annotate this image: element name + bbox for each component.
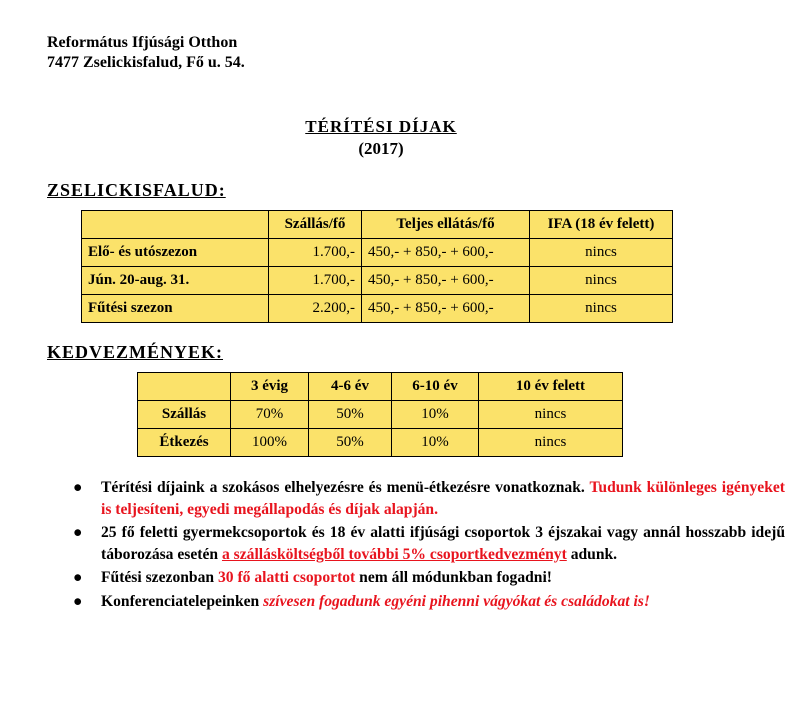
cell-value: 1.700,- [269,267,362,295]
note-highlight: szívesen fogadunk egyéni pihenni vágyókat és családokat is! [263,592,650,610]
cell-value: 50% [309,401,392,429]
note-text: Fűtési szezonban [101,569,215,586]
section-heading-discounts: KEDVEZMÉNYEK: [47,342,224,362]
document-title [0,116,762,160]
note-text: nem áll módunkban fogadni! [359,569,552,586]
note-text: adunk. [570,545,618,563]
cell-value: 10% [392,401,479,429]
header-cell: 10 év felett [479,373,623,401]
row-label: Elő- és utószezon [82,239,269,267]
title-main: TÉRÍTÉSI DÍJAK [305,117,457,136]
note-highlight: 30 fő alatti csoportot [217,569,356,586]
cell-value: nincs [530,239,673,267]
header-cell [82,211,269,239]
bullet-icon: ● [73,479,83,496]
table-row [82,267,673,295]
row-label: Szállás [138,401,231,429]
bullet-icon: ● [73,592,83,610]
header-cell: Szállás/fő [269,211,362,239]
table-row [82,295,673,323]
cell-value: 450,- + 850,- + 600,- [362,267,530,295]
header-cell: 4-6 év [309,373,392,401]
header-cell: 6-10 év [392,373,479,401]
note-highlight: Tudunk különleges igényeket is teljesíteni, egyedi megállapodás és díjak alapján. [101,479,785,518]
cell-value: nincs [530,267,673,295]
list-item [73,591,785,613]
table-header-row [82,211,673,239]
list-item [73,567,785,589]
cell-value: 70% [231,401,309,429]
institution-name: Református Ifjúsági Otthon [47,34,238,51]
list-item [73,522,785,565]
header-cell: IFA (18 év felett) [530,211,673,239]
table-row [138,429,623,457]
fees-table [81,210,673,323]
cell-value: nincs [479,401,623,429]
header-cell: 3 évig [231,373,309,401]
title-year: (2017) [358,139,404,158]
note-text: Konferenciatelepeinken [101,592,260,610]
bullet-icon: ● [73,524,83,541]
institution-address: 7477 Zselickisfalud, Fő u. 54. [47,54,245,71]
discount-table [137,372,623,457]
cell-value: nincs [479,429,623,457]
note-highlight: a szállásköltségből további 5% csoportkedvezményt [221,545,567,563]
bullet-icon: ● [73,569,83,586]
list-item [73,477,785,520]
cell-value: 450,- + 850,- + 600,- [362,239,530,267]
row-label: Jún. 20-aug. 31. [82,267,269,295]
cell-value: 100% [231,429,309,457]
section-heading-location: ZSELICKISFALUD: [47,180,226,200]
cell-value: nincs [530,295,673,323]
row-label: Fűtési szezon [82,295,269,323]
table-row [138,401,623,429]
header-cell: Teljes ellátás/fő [362,211,530,239]
cell-value: 2.200,- [269,295,362,323]
cell-value: 1.700,- [269,239,362,267]
cell-value: 50% [309,429,392,457]
note-text: Térítési díjaink a szokásos elhelyezésre és menü-étkezésre vonatkoznak. [101,479,585,496]
institution-header [47,33,245,73]
table-header-row [138,373,623,401]
note-text: 25 fő feletti gyermekcsoportok és 18 év alatti ifjúsági csoportok 3 éjszakai vagy annál hosszabb idejű táborozása esetén [101,524,785,563]
cell-value: 450,- + 850,- + 600,- [362,295,530,323]
cell-value: 10% [392,429,479,457]
header-cell [138,373,231,401]
table-row [82,239,673,267]
notes-list [47,477,785,614]
row-label: Étkezés [138,429,231,457]
